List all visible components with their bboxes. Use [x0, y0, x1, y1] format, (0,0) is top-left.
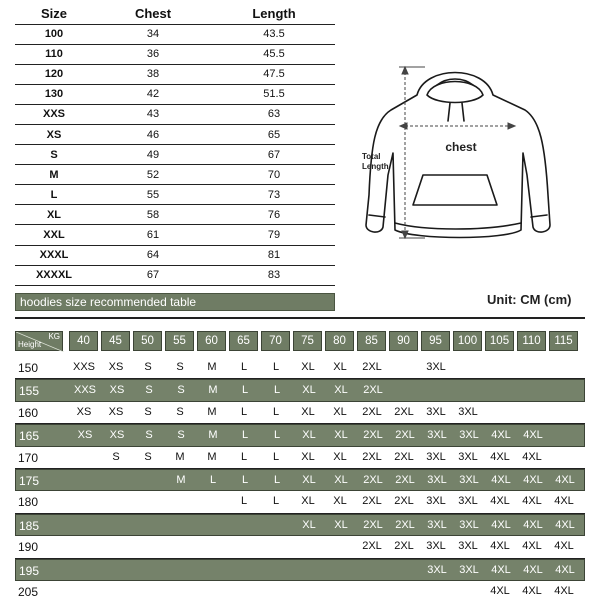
total-length-label	[362, 152, 389, 172]
corner-cell	[15, 331, 63, 351]
weight-header-row	[15, 328, 585, 354]
size-row	[15, 104, 335, 124]
size-recommendation-cell: 2XL	[363, 429, 383, 442]
length-cell: 67	[213, 145, 335, 165]
size-recommendation-cell: L	[272, 495, 280, 508]
size-recommendation-cell: M	[208, 384, 218, 397]
size-recommendation-cell: 4XL	[491, 473, 511, 486]
size-recommendation-cell: S	[176, 405, 184, 418]
size-cell: XXXL	[15, 245, 93, 265]
size-recommendation-cell: 2XL	[363, 473, 383, 486]
length-cell: 47.5	[213, 64, 335, 84]
size-recommendation-cell: M	[208, 429, 218, 442]
chest-cell: 38	[93, 64, 213, 84]
size-recommendation-cell: S	[176, 361, 184, 373]
length-cell: 63	[213, 104, 335, 124]
weight-header-cell: 110	[517, 331, 546, 351]
size-recommendation-cell: XL	[301, 405, 315, 418]
size-recommendation-cell: XS	[109, 384, 125, 397]
height-cell: 160	[18, 405, 39, 420]
size-recommendation-cell: 4XL	[523, 473, 543, 486]
size-recommendation-cell: XL	[333, 495, 347, 508]
length-cell: 76	[213, 205, 335, 225]
size-recommendation-cell: S	[177, 429, 185, 442]
size-recommendation-cell: L	[272, 450, 280, 463]
size-cell: XXL	[15, 225, 93, 245]
chest-cell: 43	[93, 104, 213, 124]
length-cell: 70	[213, 165, 335, 185]
size-recommendation-cell: S	[144, 450, 152, 463]
size-recommendation-cell: XL	[302, 518, 316, 531]
size-recommendation-cell: L	[273, 473, 281, 486]
height-cell: 195	[19, 563, 40, 578]
size-recommendation-cell: 3XL	[426, 495, 446, 508]
size-recommendation-cell: 4XL	[490, 495, 510, 508]
size-row	[15, 205, 335, 225]
length-cell: 43.5	[213, 24, 335, 44]
chest-cell: 49	[93, 145, 213, 165]
divider	[15, 317, 585, 319]
length-cell: 81	[213, 245, 335, 265]
size-recommendation-cell: 4XL	[490, 584, 510, 597]
size-recommendation-cell: 2XL	[394, 540, 414, 553]
chest-cell: 34	[93, 24, 213, 44]
height-cell: 155	[19, 384, 40, 399]
size-recommendation-cell: L	[241, 429, 249, 442]
weight-header-cell: 80	[325, 331, 354, 351]
size-recommendation-cell: XL	[334, 518, 348, 531]
size-recommendation-cell: 4XL	[555, 473, 575, 486]
size-row	[15, 225, 335, 245]
size-recommendation-cell: 3XL	[427, 429, 447, 442]
size-recommendation-cell: 4XL	[490, 450, 510, 463]
size-cell: XL	[15, 205, 93, 225]
length-cell: 73	[213, 185, 335, 205]
recommended-row	[15, 402, 585, 424]
size-column-header: Size	[40, 5, 67, 21]
size-recommendation-cell: S	[144, 405, 152, 418]
size-recommendation-cell: 2XL	[394, 405, 414, 418]
size-recommendation-cell: 3XL	[426, 450, 446, 463]
recommended-rows	[15, 357, 585, 600]
size-recommendation-cell: 2XL	[395, 518, 415, 531]
size-recommendation-cell: XXS	[72, 361, 95, 373]
height-cell: 165	[19, 429, 40, 444]
recommended-row	[15, 559, 585, 581]
size-recommendation-cell: 3XL	[427, 473, 447, 486]
size-recommendation-cell: L	[209, 473, 217, 486]
weight-header-cell: 115	[549, 331, 578, 351]
size-recommendation-cell: 3XL	[458, 495, 478, 508]
size-chart-table	[15, 3, 335, 286]
size-cell: L	[15, 185, 93, 205]
chest-cell: 36	[93, 44, 213, 64]
length-cell: 51.5	[213, 84, 335, 104]
size-recommendation-cell: 4XL	[490, 540, 510, 553]
chest-cell: 42	[93, 84, 213, 104]
size-row	[15, 165, 335, 185]
size-recommendation-cell: L	[272, 405, 280, 418]
size-recommendation-cell: M	[207, 405, 217, 418]
size-recommendation-cell: 3XL	[459, 518, 479, 531]
size-recommendation-cell: M	[176, 473, 186, 486]
size-recommendation-cell: L	[273, 429, 281, 442]
size-recommendation-cell: L	[240, 495, 248, 508]
size-recommendation-cell: 3XL	[426, 540, 446, 553]
size-recommendation-cell: 3XL	[427, 518, 447, 531]
size-recommendation-cell: XL	[301, 450, 315, 463]
size-cell: 120	[15, 64, 93, 84]
size-recommendation-cell: XL	[301, 495, 315, 508]
size-recommendation-cell: 2XL	[362, 540, 382, 553]
size-recommendation-cell: 2XL	[362, 450, 382, 463]
weight-header-cell: 65	[229, 331, 258, 351]
height-cell: 180	[18, 495, 39, 510]
recommended-row	[15, 357, 585, 379]
height-cell: 170	[18, 450, 39, 465]
weight-header-cell: 50	[133, 331, 162, 351]
size-recommendation-cell: 4XL	[554, 584, 574, 597]
size-recommendation-cell: XL	[333, 361, 347, 373]
chest-cell: 55	[93, 185, 213, 205]
chest-label: chest	[445, 140, 477, 154]
size-recommendation-cell: M	[207, 361, 217, 373]
size-row	[15, 24, 335, 44]
unit-label: Unit: CM (cm)	[487, 292, 572, 307]
size-recommendation-cell: 4XL	[554, 495, 574, 508]
size-recommendation-cell: XS	[77, 429, 93, 442]
total-length-line1: Total	[362, 152, 381, 161]
size-recommendation-cell: 4XL	[523, 518, 543, 531]
size-recommendation-cell: XL	[301, 361, 315, 373]
recommended-row	[15, 379, 585, 401]
size-recommendation-cell: L	[240, 450, 248, 463]
size-row	[15, 124, 335, 144]
size-recommendation-cell: 2XL	[363, 518, 383, 531]
size-row	[15, 84, 335, 104]
total-length-line2: Length	[362, 162, 389, 171]
size-recommendation-cell: L	[240, 361, 248, 373]
size-recommendation-cell: 4XL	[554, 540, 574, 553]
size-cell: 110	[15, 44, 93, 64]
height-cell: 175	[19, 473, 40, 488]
size-recommendation-cell: 3XL	[427, 563, 447, 576]
size-recommendation-cell: 3XL	[458, 540, 478, 553]
size-recommendation-cell: 4XL	[522, 584, 542, 597]
weight-header-cell: 55	[165, 331, 194, 351]
size-recommendation-cell: L	[241, 473, 249, 486]
size-recommendation-cell: XL	[302, 429, 316, 442]
size-cell: XS	[15, 124, 93, 144]
size-recommendation-cell: 4XL	[491, 563, 511, 576]
size-recommendation-cell: 4XL	[523, 563, 543, 576]
size-recommendation-cell: XL	[334, 473, 348, 486]
size-row	[15, 245, 335, 265]
weight-header-cell: 90	[389, 331, 418, 351]
length-cell: 45.5	[213, 44, 335, 64]
size-recommendation-cell: M	[175, 450, 185, 463]
size-recommendation-cell: S	[177, 384, 185, 397]
size-row	[15, 64, 335, 84]
size-recommendation-cell: L	[240, 405, 248, 418]
size-recommendation-cell: 3XL	[458, 450, 478, 463]
chest-cell: 61	[93, 225, 213, 245]
size-recommendation-cell: 3XL	[459, 429, 479, 442]
chest-cell: 64	[93, 245, 213, 265]
size-recommendation-cell: 3XL	[459, 563, 479, 576]
size-recommendation-cell: S	[145, 429, 153, 442]
weight-header-cell: 75	[293, 331, 322, 351]
size-recommendation-cell: 2XL	[362, 405, 382, 418]
size-recommendation-cell: 3XL	[426, 405, 446, 418]
height-cell: 205	[18, 584, 39, 599]
corner-height-label: Height	[18, 340, 42, 349]
size-recommendation-cell: XL	[333, 450, 347, 463]
chest-cell: 46	[93, 124, 213, 144]
size-recommendation-cell: L	[272, 361, 280, 373]
weight-header-cell: 105	[485, 331, 514, 351]
size-chart-header-row	[15, 3, 335, 24]
size-cell: XXXXL	[15, 265, 93, 285]
length-cell: 65	[213, 124, 335, 144]
size-recommendation-cell: 4XL	[522, 540, 542, 553]
size-recommendation-cell: 3XL	[459, 473, 479, 486]
size-recommendation-cell: XL	[334, 429, 348, 442]
size-recommendation-cell: XS	[109, 429, 125, 442]
weight-header-cell: 60	[197, 331, 226, 351]
size-recommendation-cell: 4XL	[555, 563, 575, 576]
weight-header-cell: 45	[101, 331, 130, 351]
size-recommendation-cell: 3XL	[426, 361, 446, 373]
recommended-row	[15, 469, 585, 491]
size-recommendation-cell: 4XL	[491, 429, 511, 442]
chest-column-header: Chest	[134, 5, 172, 21]
recommended-row	[15, 447, 585, 469]
length-cell: 83	[213, 265, 335, 285]
length-column-header: Length	[252, 5, 296, 21]
size-recommendation-cell: M	[207, 450, 217, 463]
chest-cell: 52	[93, 165, 213, 185]
size-recommendation-cell: 4XL	[555, 518, 575, 531]
size-recommendation-cell: 2XL	[395, 429, 415, 442]
size-recommendation-cell: 2XL	[394, 495, 414, 508]
size-recommendation-cell: S	[145, 384, 153, 397]
chest-cell: 67	[93, 265, 213, 285]
size-cell: 130	[15, 84, 93, 104]
height-cell: 185	[19, 518, 40, 533]
size-row	[15, 185, 335, 205]
size-recommendation-cell: 2XL	[395, 473, 415, 486]
size-recommendation-cell: 4XL	[523, 429, 543, 442]
size-recommendation-cell: 2XL	[394, 450, 414, 463]
weight-header-cell: 70	[261, 331, 290, 351]
weight-header-cell: 100	[453, 331, 482, 351]
weight-header-cell: 95	[421, 331, 450, 351]
recommended-row	[15, 491, 585, 513]
size-cell: M	[15, 165, 93, 185]
size-recommendation-cell: XL	[333, 405, 347, 418]
size-recommendation-cell: XS	[108, 361, 124, 373]
size-recommendation-cell: XS	[76, 405, 92, 418]
weight-header-cell: 85	[357, 331, 386, 351]
size-row	[15, 265, 335, 285]
size-recommendation-cell: XS	[108, 405, 124, 418]
recommended-row	[15, 514, 585, 536]
size-chart-body	[15, 24, 335, 285]
recommended-row	[15, 536, 585, 558]
size-row	[15, 44, 335, 64]
size-recommendation-cell: 4XL	[522, 450, 542, 463]
size-cell: XXS	[15, 104, 93, 124]
height-cell: 190	[18, 540, 39, 555]
size-recommendation-cell: 2XL	[362, 495, 382, 508]
length-cell: 79	[213, 225, 335, 245]
size-recommendation-cell: S	[112, 450, 120, 463]
height-cell: 150	[18, 361, 39, 375]
size-recommendation-cell: 2XL	[362, 361, 382, 373]
size-cell: S	[15, 145, 93, 165]
recommended-row	[15, 581, 585, 600]
size-recommendation-cell: XL	[302, 384, 316, 397]
recommended-table-banner: hoodies size recommended table	[15, 293, 335, 311]
corner-kg-label: KG	[48, 332, 60, 341]
size-recommendation-cell: 4XL	[522, 495, 542, 508]
recommended-row	[15, 424, 585, 446]
chest-cell: 58	[93, 205, 213, 225]
size-row	[15, 145, 335, 165]
size-recommendation-cell: S	[144, 361, 152, 373]
size-recommendation-cell: 2XL	[363, 384, 383, 397]
size-recommendation-cell: 4XL	[491, 518, 511, 531]
size-recommendation-cell: XL	[302, 473, 316, 486]
size-recommendation-cell: XXS	[73, 384, 96, 397]
size-recommendation-cell: L	[241, 384, 249, 397]
size-recommendation-cell: 3XL	[458, 405, 478, 418]
size-cell: 100	[15, 24, 93, 44]
size-recommendation-cell: XL	[334, 384, 348, 397]
weight-header-cell: 40	[69, 331, 98, 351]
size-recommendation-cell: L	[273, 384, 281, 397]
